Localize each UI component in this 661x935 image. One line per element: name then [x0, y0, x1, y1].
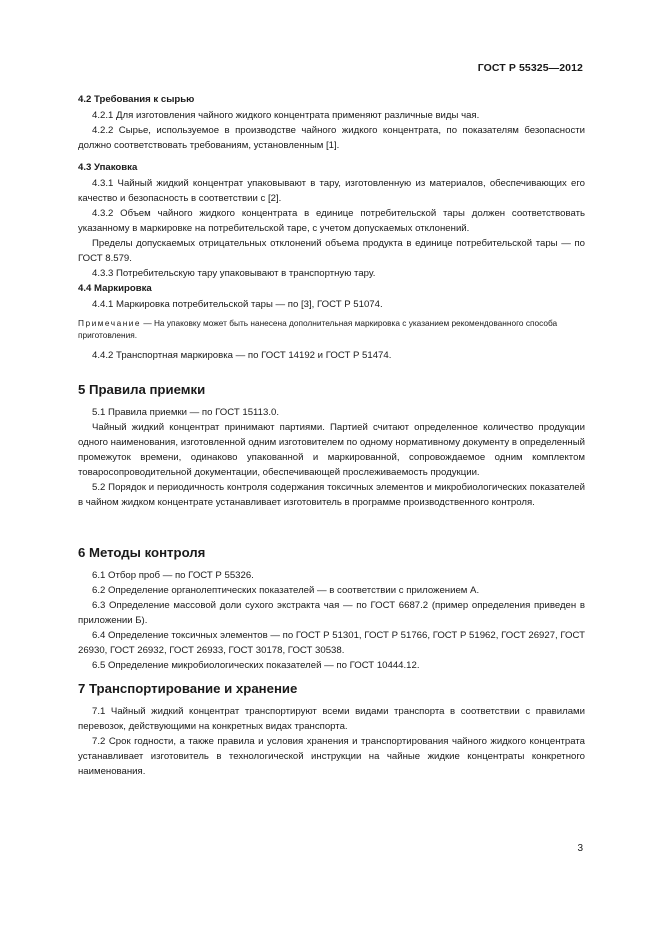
note — [78, 317, 585, 341]
document-header-id: ГОСТ Р 55325—2012 — [477, 62, 583, 74]
section-4-2 — [78, 94, 585, 153]
paragraph-6-5: 6.5 Определение микробиологических показателей — по ГОСТ 10444.12. — [92, 660, 420, 671]
section-title-6: 6 Методы контроля — [78, 545, 206, 560]
paragraph-7-2: 7.2 Срок годности, а также правила и условия хранения и транспортирования чайного жидкого концентрата устанавливает изготовитель в технологической инструкции на чайные жидкие концентраты конкретного наименования. — [78, 736, 585, 777]
note-text: — На упаковку может быть нанесена дополнительная маркировка с указанием рекомендованного способа приготовления. — [78, 318, 558, 340]
paragraph-4-2-2: 4.2.2 Сырье, используемое в производстве чайного жидкого концентрата, по показателям безопасности должно соответствовать требованиям, установленным [1]. — [78, 125, 585, 151]
paragraph-6-2: 6.2 Определение органолептических показателей — в соответствии с приложением А. — [92, 585, 480, 596]
paragraph-4-3-2-b: Пределы допускаемых отрицательных отклонений объема продукта в единице потребительской тары — по ГОСТ 8.579. — [78, 238, 585, 264]
paragraph-5-2: 5.2 Порядок и периодичность контроля содержания токсичных элементов и микробиологических показателей в чайном жидком концентрате устанавливает изготовитель в программе производственного контроля. — [78, 482, 585, 508]
paragraph-7-1: 7.1 Чайный жидкий концентрат транспортируют всеми видами транспорта в соответствии с правилами перевозок, действующими на конкретных видах транспорта. — [78, 706, 585, 732]
subsection-title-4-3: 4.3 Упаковка — [78, 162, 138, 173]
paragraph-4-3-1: 4.3.1 Чайный жидкий концентрат упаковывают в тару, изготовленную из материалов, обеспечивающих его качество и безопасность в соответствии с [2]. — [78, 178, 585, 204]
paragraph-4-3-3: 4.3.3 Потребительскую тару упаковывают в транспортную тару. — [92, 268, 376, 279]
note-label: Примечание — [78, 318, 142, 328]
section-4-4 — [78, 283, 585, 363]
paragraph-6-3: 6.3 Определение массовой доли сухого экстракта чая — по ГОСТ 6687.2 (пример определения приведен в приложении Б). — [78, 600, 585, 626]
paragraph-5-1: 5.1 Правила приемки — по ГОСТ 15113.0. — [92, 407, 280, 418]
subsection-title-4-2: 4.2 Требования к сырью — [78, 94, 195, 105]
section-title-7: 7 Транспортирование и хранение — [78, 681, 298, 696]
section-5 — [78, 382, 585, 510]
section-4-3 — [78, 162, 585, 281]
section-7 — [78, 681, 585, 779]
paragraph-4-2-1: 4.2.1 Для изготовления чайного жидкого концентрата применяют различные виды чая. — [92, 110, 480, 121]
paragraph-5-1-b: Чайный жидкий концентрат принимают партиями. Партией считают определенное количество продукции одного наименования, изготовленной одним изготовителем по одному нормативному документу в определенный промежуток времени, одинаково упакованной и маркированной, сопровождаемое одним комплектом товаросопроводительной документации, обеспечивающей прослеживаемость продукции. — [78, 422, 585, 478]
subsection-title-4-4: 4.4 Маркировка — [78, 283, 152, 294]
paragraph-4-4-2: 4.4.2 Транспортная маркировка — по ГОСТ 14192 и ГОСТ Р 51474. — [92, 350, 392, 361]
paragraph-4-4-1: 4.4.1 Маркировка потребительской тары — по [3], ГОСТ Р 51074. — [92, 299, 383, 310]
section-title-5: 5 Правила приемки — [78, 382, 206, 397]
paragraph-6-1: 6.1 Отбор проб — по ГОСТ Р 55326. — [92, 570, 254, 581]
paragraph-6-4: 6.4 Определение токсичных элементов — по ГОСТ Р 51301, ГОСТ Р 51766, ГОСТ Р 51962, ГОСТ 26927, ГОСТ 26930, ГОСТ 26932, ГОСТ 26933, ГОСТ 30178, ГОСТ 30538. — [78, 630, 585, 656]
page-number: 3 — [577, 843, 583, 854]
paragraph-4-3-2: 4.3.2 Объем чайного жидкого концентрата в единице потребительской тары должен соответствовать указанному в маркировке на потребительской таре, с учетом допускаемых отклонений. — [78, 208, 585, 234]
section-6 — [78, 545, 585, 673]
